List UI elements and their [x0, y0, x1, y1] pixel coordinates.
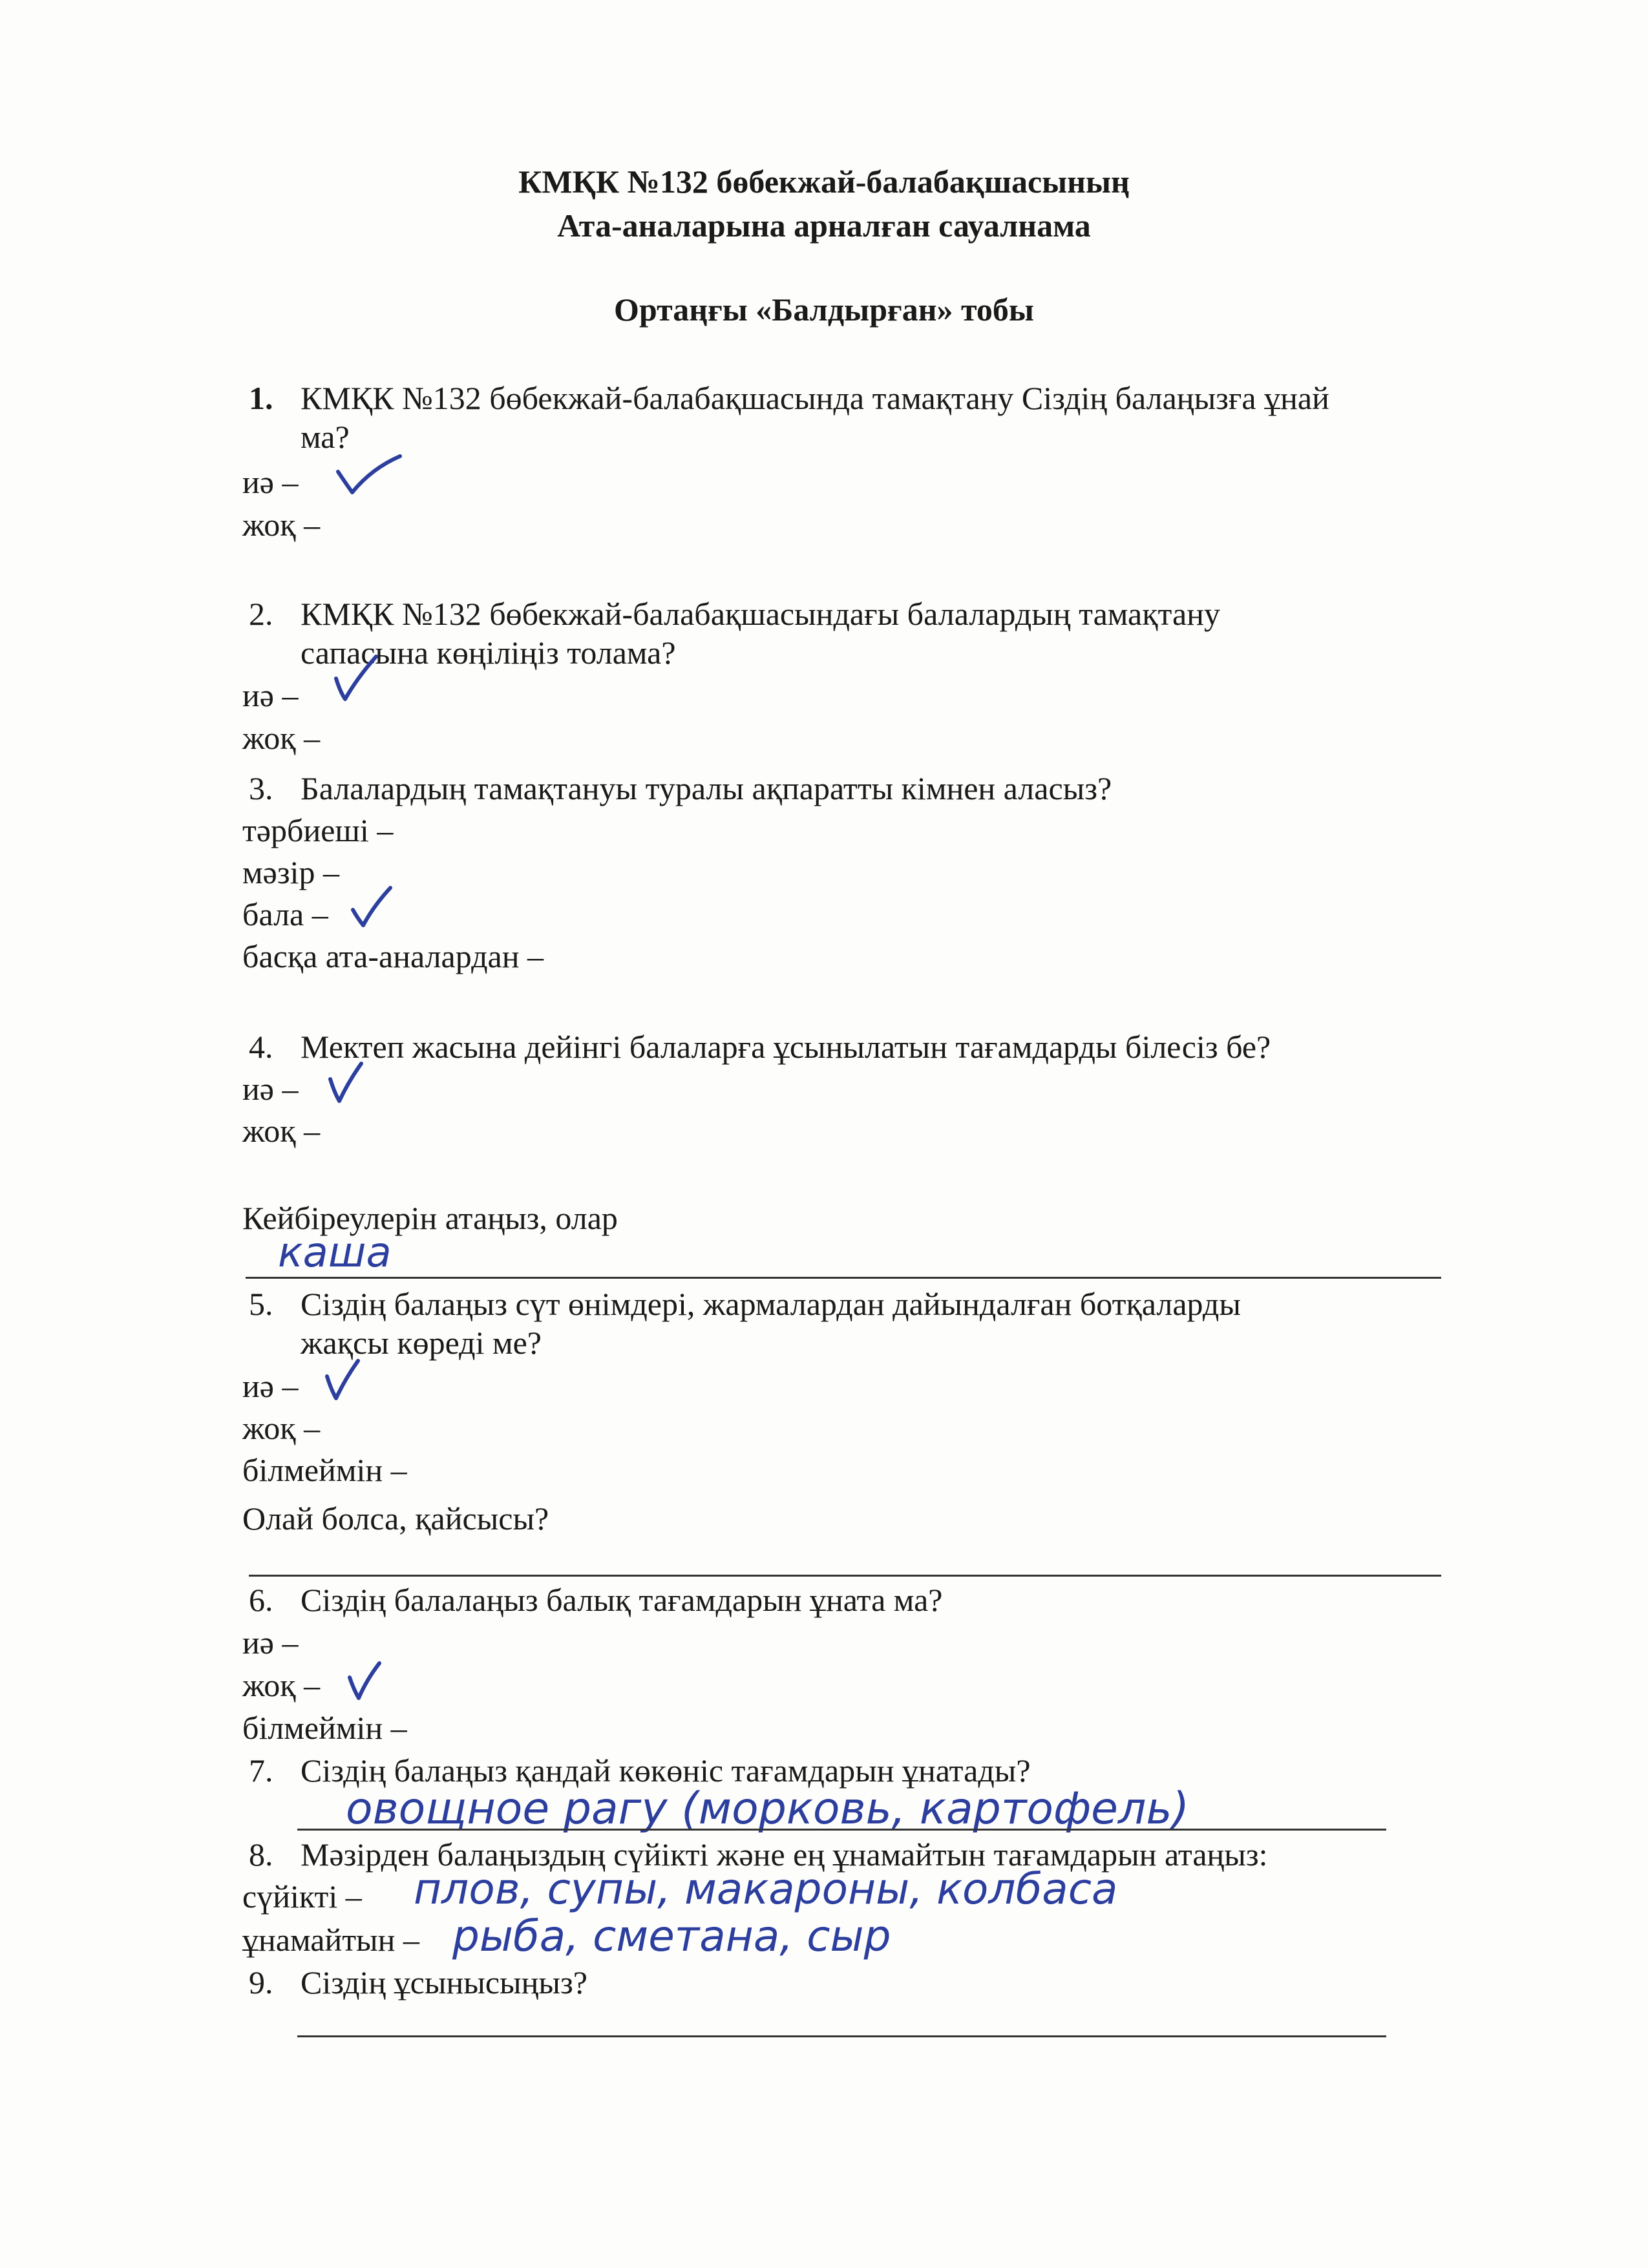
question-3-number: 3. — [249, 770, 273, 806]
q3-option-teacher: тәрбиеші – — [242, 812, 394, 848]
q6-option-yes: иә – — [242, 1624, 299, 1661]
title-line-1: КМҚК №132 бөбекжай-балабақшасының — [518, 163, 1130, 200]
check-mark-icon — [349, 884, 394, 929]
check-mark-icon — [333, 452, 404, 498]
q4-handwritten-answer: каша — [278, 1229, 392, 1277]
question-2-text: КМҚК №132 бөбекжай-балабақшасындағы балалардың тамақтану — [301, 596, 1220, 632]
q8-dislike-label: ұнамайтын – — [242, 1922, 419, 1958]
question-9 — [249, 1963, 587, 2002]
q6-option-dont-know: білмеймін – — [242, 1710, 407, 1746]
question-9-text: Сіздің ұсынысыңыз? — [301, 1964, 587, 2000]
q2-option-yes: иә – — [242, 677, 299, 713]
question-6 — [249, 1580, 942, 1619]
check-mark-icon — [331, 653, 383, 704]
q3-option-child: бала – — [242, 896, 328, 932]
q5-option-no: жоқ – — [242, 1410, 321, 1446]
question-5-text-cont: жақсы көреді ме? — [301, 1325, 542, 1361]
question-3-text: Балалардың тамақтануы туралы ақпаратты кімнен аласыз? — [301, 770, 1112, 806]
question-1 — [249, 379, 1329, 417]
question-2-text-cont: сапасына көңіліңіз толама? — [301, 635, 676, 671]
q7-handwritten-answer: овощное рагу (морковь, картофель) — [346, 1783, 1190, 1834]
question-2-number: 2. — [249, 596, 273, 632]
check-mark-icon — [346, 1659, 385, 1702]
group-title: Ортаңғы «Балдырған» тобы — [614, 291, 1034, 328]
question-8-text: Мәзірден балаңыздың сүйікті және ең ұнамайтын тағамдарын атаңыз: — [301, 1836, 1268, 1873]
q4-option-no: жоқ – — [242, 1113, 321, 1149]
question-4-text: Мектеп жасына дейінгі балаларға ұсынылатын тағамдарды білесіз бе? — [301, 1029, 1271, 1065]
q5-option-yes: иә – — [242, 1368, 299, 1404]
q3-option-menu: мәзір – — [242, 854, 339, 890]
question-1-text-cont: ма? — [301, 419, 350, 455]
question-1-text: КМҚК №132 бөбекжай-балабақшасында тамақтану Сіздің балаңызға ұнай — [301, 380, 1329, 416]
q4-answer-line — [246, 1277, 1441, 1279]
check-mark-icon — [326, 1060, 365, 1105]
q5-answer-line — [249, 1575, 1441, 1577]
question-9-number: 9. — [249, 1964, 273, 2000]
q9-answer-line — [297, 2035, 1386, 2037]
q6-option-no: жоқ – — [242, 1667, 321, 1703]
question-4-number: 4. — [249, 1029, 273, 1065]
q7-answer-line — [297, 1829, 1386, 1831]
question-5-text: Сіздің балаңыз сүт өнімдері, жармалардан дайындалған ботқаларды — [301, 1286, 1241, 1322]
q2-option-no: жоқ – — [242, 720, 321, 756]
q8-favorite-answer: плов, супы, макароны, колбаса — [414, 1864, 1118, 1914]
q8-favorite-label: сүйікті – — [242, 1878, 362, 1915]
question-6-number: 6. — [249, 1582, 273, 1618]
q3-option-other-parents: басқа ата-аналардан – — [242, 938, 544, 974]
q5-follow-up: Олай болса, қайсысы? — [242, 1500, 549, 1537]
question-7-text: Сіздің балаңыз қандай көкөніс тағамдарын ұнатады? — [301, 1752, 1031, 1789]
question-8-number: 8. — [249, 1836, 273, 1873]
q8-dislike-answer: рыба, сметана, сыр — [452, 1911, 891, 1961]
question-4 — [249, 1027, 1271, 1066]
question-7-number: 7. — [249, 1752, 273, 1789]
q5-option-dont-know: білмеймін – — [242, 1452, 407, 1488]
q4-option-yes: иә – — [242, 1071, 299, 1107]
question-5-number: 5. — [249, 1286, 273, 1322]
question-6-text: Сіздің балалаңыз балық тағамдарын ұната ма? — [301, 1582, 943, 1618]
title-line-2: Ата-аналарына арналған сауалнама — [557, 207, 1091, 244]
q1-option-yes: иә – — [242, 464, 299, 500]
check-mark-icon — [323, 1357, 362, 1402]
q4-follow-up: Кейбіреулерін атаңыз, олар — [242, 1200, 618, 1236]
question-3 — [249, 769, 1112, 808]
question-2 — [249, 594, 1220, 633]
q1-option-no: жоқ – — [242, 507, 321, 543]
question-5 — [249, 1285, 1241, 1323]
question-1-number: 1. — [249, 380, 273, 416]
